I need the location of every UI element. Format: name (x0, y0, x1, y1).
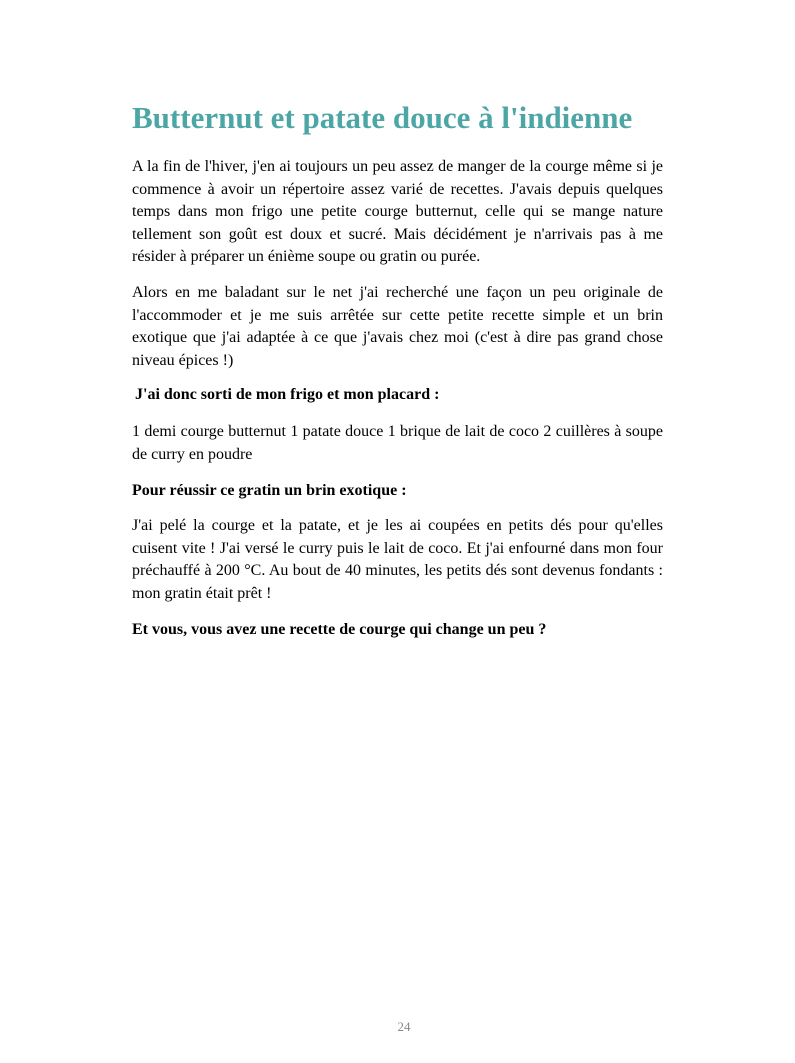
page-number: 24 (397, 1019, 411, 1034)
page-title: Butternut et patate douce à l'indienne (132, 100, 633, 135)
method-heading: Pour réussir ce gratin un brin exotique : (132, 482, 407, 499)
method-paragraph: J'ai pelé la courge et la patate, et je les ai coupées en petits dés pour qu'elles cuisent vite ! J'ai versé le curry puis le lait de coco. Et j'ai enfourné dans mon four préchauffé à 200 °C. Au bout de 40 minutes, les petits dés sont devenus fondants : mon gratin était prêt ! (132, 517, 663, 602)
closing-question: Et vous, vous avez une recette de courge qui change un peu ? (132, 621, 547, 638)
document-page (132, 98, 663, 638)
search-paragraph: Alors en me baladant sur le net j'ai recherché une façon un peu originale de l'accommoder et je me suis arrêtée sur cette petite recette simple et un brin exotique que j'ai adaptée à ce que j'avais chez moi (c'est à dire pas grand chose niveau épices !) (132, 284, 663, 369)
ingredients-heading: J'ai donc sorti de mon frigo et mon placard : (135, 386, 440, 403)
intro-paragraph: A la fin de l'hiver, j'en ai toujours un peu assez de manger de la courge même si je commence à avoir un répertoire assez varié de recettes. J'avais depuis quelques temps dans mon frigo une petite courge butternut, celle qui se mange nature tellement son goût est doux et sucré. Mais décidément je n'arrivais pas à me résider à préparer un énième soupe ou gratin ou purée. (132, 158, 663, 265)
ingredients-paragraph: 1 demi courge butternut 1 patate douce 1 brique de lait de coco 2 cuillères à soupe de curry en poudre (132, 423, 663, 463)
